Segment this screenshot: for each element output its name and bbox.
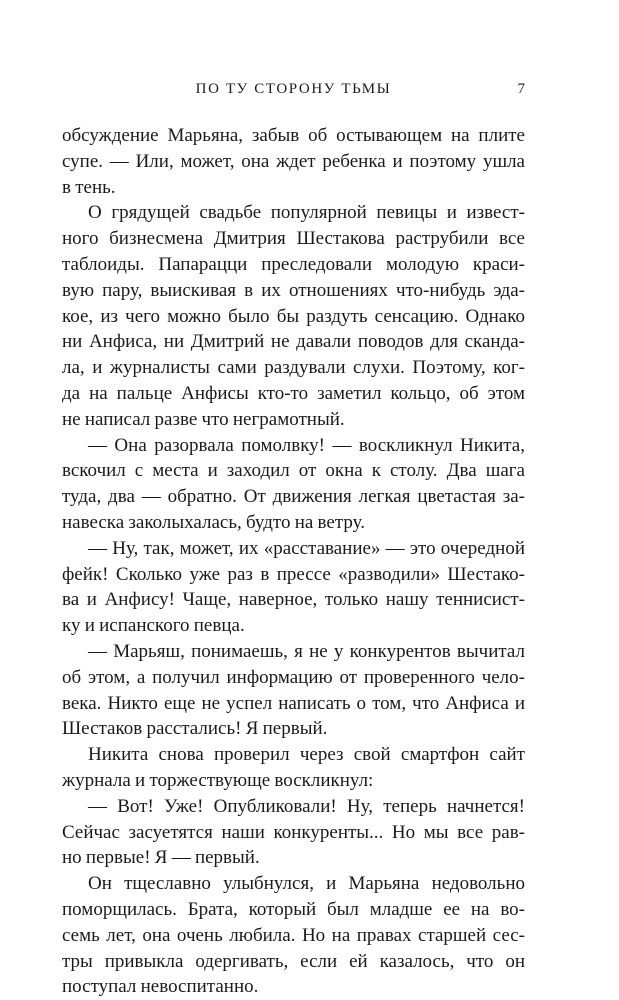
text-line: Шестаков расстались! Я первый. <box>62 718 328 740</box>
text-line: об этом, а получил информацию от проверенного чело- <box>62 666 525 688</box>
text-line: таблоиды. Папарацци преследовали молодую краси- <box>62 253 525 275</box>
text-line: фейк! Сколько уже раз в прессе «разводили» Шестако- <box>62 563 525 585</box>
paragraph <box>62 639 525 742</box>
text-line: — Ну, так, может, их «расставание» — это очередной <box>88 537 525 559</box>
text-line: кое, из чего можно было бы раздуть сенсацию. Однако <box>62 305 525 327</box>
text-line: не написал разве что неграмотный. <box>62 408 345 430</box>
text-line: вую пару, выискивая в их отношениях что-нибудь эда- <box>62 279 525 301</box>
text-line: тры привыкла одергивать, если ей казалось, что он <box>62 950 525 972</box>
text-line: Сейчас засуетятся наши конкуренты... Но мы все рав- <box>62 821 525 843</box>
text-line: поморщилась. Брата, который был младше ее на во- <box>62 898 525 920</box>
text-line: ва и Анфису! Чаще, наверное, только нашу теннисист- <box>62 589 525 611</box>
text-line: О грядущей свадьбе популярной певицы и извест- <box>88 202 525 224</box>
text-line: — Она разорвала помолвку! — воскликнул Никита, <box>88 434 525 456</box>
text-line: ку и испанского певца. <box>62 615 245 637</box>
paragraph <box>62 433 525 536</box>
paragraph <box>62 123 525 200</box>
text-line: да на пальце Анфисы кто-то заметил кольцо, об этом <box>62 382 525 404</box>
text-line: навеска заколыхалась, будто на ветру. <box>62 511 365 533</box>
text-line: супе. — Или, может, она ждет ребенка и поэтому ушла <box>62 150 525 172</box>
paragraph <box>62 742 525 794</box>
text-line: ла, и журналисты сами раздували слухи. Поэтому, ког- <box>62 357 525 379</box>
text-line: обсуждение Марьяна, забыв об остывающем на плите <box>62 125 525 146</box>
page-number: 7 <box>517 81 525 97</box>
text-line: поступал невоспитанно. <box>62 976 259 998</box>
running-head <box>62 78 525 100</box>
text-line: журнала и торжествующе воскликнул: <box>62 769 374 791</box>
paragraph <box>62 536 525 639</box>
text-line: Он тщеславно улыбнулся, и Марьяна недовольно <box>88 873 525 895</box>
text-line: ни Анфиса, ни Дмитрий не давали поводов для сканда- <box>62 331 525 353</box>
text-line: но первые! Я — первый. <box>62 847 260 869</box>
text-line: туда, два — обратно. От движения легкая цветастая за- <box>62 486 525 508</box>
running-title: ПО ТУ СТОРОНУ ТЬМЫ <box>195 81 392 97</box>
text-line: семь лет, она очень любила. Но на правах старшей сес- <box>62 924 525 946</box>
text-line: Никита снова проверил через свой смартфон сайт <box>88 744 525 766</box>
text-line: ного бизнесмена Дмитрия Шестакова раструбили все <box>62 228 525 250</box>
body-text <box>62 123 525 1000</box>
paragraph <box>62 200 525 432</box>
text-line: — Марьяш, понимаешь, я не у конкурентов вычитал <box>88 640 525 662</box>
text-line: в тень. <box>62 176 116 198</box>
paragraph <box>62 871 525 1000</box>
text-line: вскочил с места и заходил от окна к столу. Два шага <box>62 460 525 482</box>
book-page <box>62 0 525 1000</box>
text-line: — Вот! Уже! Опубликовали! Ну, теперь начнется! <box>88 795 525 817</box>
paragraph <box>62 794 525 871</box>
text-line: века. Никто еще не успел написать о том, что Анфиса и <box>62 692 525 714</box>
